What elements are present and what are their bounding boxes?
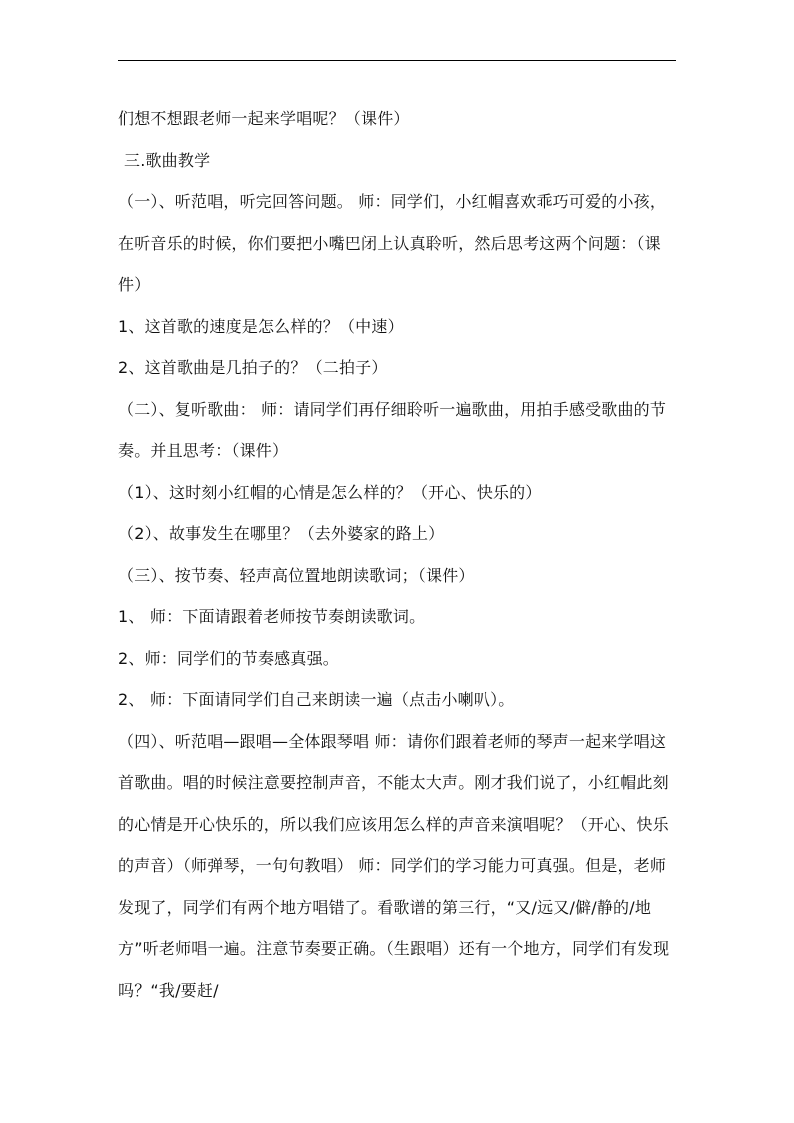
paragraph-sing-along: （四）、听范唱—跟唱—全体跟琴唱 师：请你们跟着老师的琴声一起来学唱这首歌曲。唱的时候注意要控制声音，不能太大声。刚才我们说了，小红帽此刻的心情是开心快乐的，所以我们应该用怎么样的声音来演唱呢？（开心、快乐的声音）（师弹琴，一句句教唱） 师：同学们的学习能力可真强。但是，老师发现了，同学们有两个地方唱错了。看歌谱的第三行，“又/远又/僻/静的/地方”听老师唱一遍。注意节奏要正确。（生跟唱）还有一个地方，同学们有发现吗？“我/要赶/ <box>118 731 670 1000</box>
question-tempo: 1、这首歌的速度是怎么样的？（中速） <box>118 316 404 336</box>
question-mood: （1）、这时刻小红帽的心情是怎么样的？（开心、快乐的） <box>118 482 542 502</box>
paragraph-relisten: （二）、复听歌曲： 师：请同学们再仔细聆听一遍歌曲，用拍手感受歌曲的节奏。并且思考：（课件） <box>118 399 667 460</box>
question-location: （2）、故事发生在哪里？（去外婆家的路上） <box>118 524 445 543</box>
step-read-with-teacher: 1、 师：下面请跟着老师按节奏朗读歌词。 <box>118 607 426 626</box>
step-praise: 2、师：同学们的节奏感真强。 <box>118 648 339 668</box>
header-rule <box>118 60 676 61</box>
step-read-alone: 2、 师：下面请同学们自己来朗读一遍（点击小喇叭）。 <box>118 690 515 709</box>
section-heading-song-teaching: 三.歌曲教学 <box>124 150 211 170</box>
paragraph-read-lyrics: （三）、按节奏、轻声高位置地朗读歌词；（课件） <box>118 565 475 585</box>
question-meter: 2、这首歌曲是几拍子的？（二拍子） <box>118 358 388 377</box>
paragraph-listen-demo: （一）、听范唱，听完回答问题。 师：同学们，小红帽喜欢乖巧可爱的小孩，在听音乐的时候，你们要把小嘴巴闭上认真聆听，然后思考这两个问题：（课件） <box>118 192 667 294</box>
paragraph-intro-question: 们想不想跟老师一起来学唱呢？（课件） <box>118 109 410 128</box>
document-body <box>118 98 678 1011</box>
